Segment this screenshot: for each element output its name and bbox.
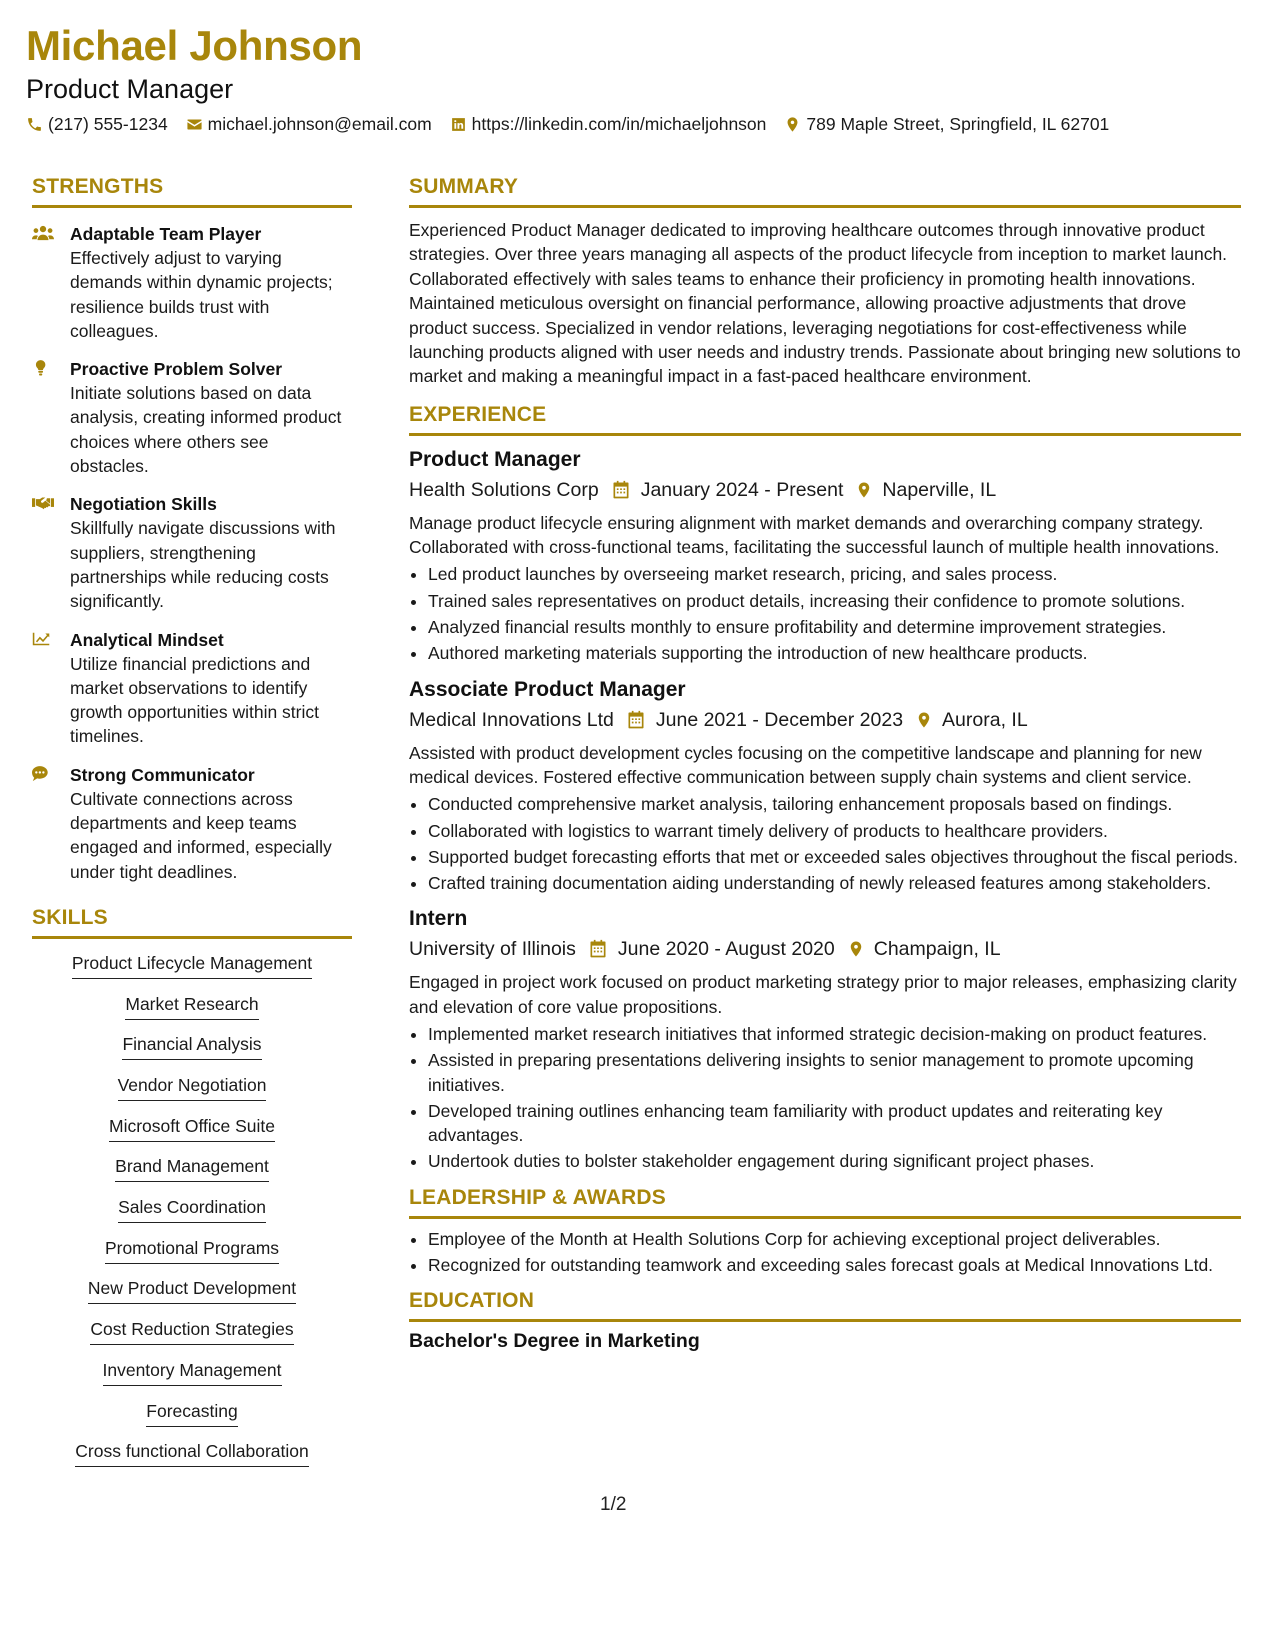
summary-heading: SUMMARY <box>409 175 1241 208</box>
list-item: • Assisted in preparing presentations delivering insights to senior management to promote upcoming initiatives. <box>428 1048 1241 1097</box>
strength-item <box>32 492 352 613</box>
list-item: • Supported budget forecasting efforts that met or exceeded sales objectives throughout the fiscal periods. <box>428 845 1241 869</box>
strengths-heading: STRENGTHS <box>32 175 352 208</box>
strength-desc: Utilize financial predictions and market observations to identify growth opportunities within strict timelines. <box>70 653 319 747</box>
list-item: • Collaborated with logistics to warrant timely delivery of products to healthcare providers. <box>428 819 1241 843</box>
job-bullets <box>409 792 1241 895</box>
strength-title: Analytical Mindset <box>70 629 224 650</box>
job-location: Champaign, IL <box>873 938 1001 961</box>
skill-tag: Microsoft Office Suite <box>109 1114 275 1142</box>
contact-phone[interactable] <box>26 114 168 135</box>
list-item: • Conducted comprehensive market analysis, tailoring enhancement proposals based on findings. <box>428 792 1241 816</box>
job-company: Medical Innovations Ltd <box>409 708 614 731</box>
summary-text: Experienced Product Manager dedicated to improving healthcare outcomes through innovative product strategies. Over three years managing all aspects of the product lifecycle from inception to market launch. Collaborated effectively with sales teams to enhance their proficiency in promoting health innovations. Maintained meticulous oversight on financial performance, allowing proactive adjustments that drove product success. Specialized in vendor relations, leveraging negotiations for cost-effectiveness while launching products aligned with user needs and industry trends. Passionate about bringing new solutions to market and making a meaningful impact in a fast-paced healthcare environment. <box>409 220 1241 387</box>
list-item <box>32 1073 352 1101</box>
list-item: • Undertook duties to bolster stakeholder engagement during significant project phases. <box>428 1149 1241 1173</box>
skill-tag: Vendor Negotiation <box>118 1073 267 1101</box>
job-location: Naperville, IL <box>882 478 997 501</box>
job-company: University of Illinois <box>409 938 576 961</box>
map-pin-icon <box>855 480 873 500</box>
job-meta <box>409 705 1241 735</box>
job-description: Manage product lifecycle ensuring alignment with market demands and overarching company strategy. Collaborated with cross-functional teams, facilitating the successful launch of multiple health innovations. <box>409 512 1220 558</box>
education-degree: Bachelor's Degree in Marketing <box>409 1330 700 1353</box>
skill-tag: Forecasting <box>146 1399 237 1427</box>
email-text: michael.johnson@email.com <box>207 114 432 134</box>
job-bullets <box>409 562 1241 665</box>
education-heading: EDUCATION <box>409 1289 1241 1322</box>
skills-list <box>32 951 352 1467</box>
skill-tag: Cross functional Collaboration <box>75 1439 308 1467</box>
strength-title: Strong Communicator <box>70 764 255 785</box>
skill-tag: Product Lifecycle Management <box>72 951 312 979</box>
job-title: Intern <box>409 907 468 931</box>
contact-linkedin[interactable] <box>450 114 767 135</box>
list-item: • Led product launches by overseeing market research, pricing, and sales process. <box>428 562 1241 586</box>
job-meta <box>409 934 1241 964</box>
phone-icon <box>26 116 43 133</box>
strength-item <box>32 628 352 749</box>
list-item: • Employee of the Month at Health Solutions Corp for achieving exceptional project deliverables. <box>428 1227 1241 1251</box>
job-dates: January 2024 - Present <box>640 478 844 501</box>
strength-item <box>32 222 352 343</box>
list-item <box>32 1317 352 1345</box>
job-bullets <box>409 1022 1241 1174</box>
contact-email[interactable] <box>186 114 432 135</box>
strength-title: Proactive Problem Solver <box>70 359 283 380</box>
map-pin-icon <box>847 939 865 959</box>
candidate-role: Product Manager <box>26 74 234 104</box>
list-item <box>32 1236 352 1264</box>
job-entry <box>409 905 1241 1173</box>
list-item <box>32 1032 352 1060</box>
strength-item <box>32 763 352 884</box>
leadership-list <box>409 1227 1241 1278</box>
skill-tag: Inventory Management <box>103 1358 282 1386</box>
strength-desc: Skillfully navigate discussions with suppliers, strengthening partnerships while reducing costs significantly. <box>70 518 336 612</box>
job-dates: June 2021 - December 2023 <box>655 708 904 731</box>
job-dates: June 2020 - August 2020 <box>617 938 835 961</box>
strength-title: Negotiation Skills <box>70 494 217 515</box>
list-item <box>32 1439 352 1467</box>
users-icon <box>32 224 54 242</box>
job-entry <box>409 676 1241 896</box>
strength-item <box>32 357 352 478</box>
strength-desc: Cultivate connections across departments and keep teams engaged and informed, especially under tight deadlines. <box>70 788 332 882</box>
skills-heading: SKILLS <box>32 906 352 939</box>
map-pin-icon <box>784 116 801 133</box>
skill-tag: New Product Development <box>88 1276 296 1304</box>
right-column <box>409 175 1241 1353</box>
contact-bar <box>26 114 1127 135</box>
job-title: Product Manager <box>409 447 581 471</box>
list-item: • Recognized for outstanding teamwork and exceeding sales forecast goals at Medical Innovations Ltd. <box>428 1253 1241 1277</box>
chart-line-icon <box>32 630 54 648</box>
list-item <box>32 1114 352 1142</box>
calendar-icon <box>588 939 608 959</box>
list-item <box>32 951 352 979</box>
skill-tag: Financial Analysis <box>122 1032 261 1060</box>
strength-title: Adaptable Team Player <box>70 224 262 244</box>
job-description: Engaged in project work focused on product marketing strategy prior to major releases, emphasizing clarity and elevation of core value propositions. <box>409 972 1237 1017</box>
leadership-heading: LEADERSHIP & AWARDS <box>409 1186 1241 1219</box>
contact-address <box>784 114 1109 135</box>
job-location: Aurora, IL <box>942 708 1028 731</box>
list-item: • Analyzed financial results monthly to ensure profitability and determine improvement strategies. <box>428 615 1241 639</box>
list-item <box>32 1399 352 1427</box>
lightbulb-icon <box>32 359 54 377</box>
list-item: • Trained sales representatives on product details, increasing their confidence to promote solutions. <box>428 589 1241 613</box>
strength-desc: Initiate solutions based on data analysis, creating informed product choices where others see obstacles. <box>70 383 342 477</box>
skill-tag: Cost Reduction Strategies <box>90 1317 293 1345</box>
list-item <box>32 992 352 1020</box>
list-item <box>32 1358 352 1386</box>
skill-tag: Sales Coordination <box>118 1195 266 1223</box>
candidate-name: Michael Johnson <box>26 22 363 69</box>
page-number: 1/2 <box>600 1494 627 1515</box>
envelope-icon <box>186 116 203 133</box>
list-item: • Implemented market research initiatives that informed strategic decision-making on product features. <box>428 1022 1241 1046</box>
linkedin-text: https://linkedin.com/in/michaeljohnson <box>471 114 767 134</box>
list-item <box>32 1195 352 1223</box>
skill-tag: Market Research <box>125 992 258 1020</box>
strength-desc: Effectively adjust to varying demands within dynamic projects; resilience builds trust with colleagues. <box>70 248 333 341</box>
left-column <box>32 175 352 1480</box>
address-text: 789 Maple Street, Springfield, IL 62701 <box>806 114 1110 134</box>
chat-icon <box>32 765 54 783</box>
job-meta <box>409 475 1241 505</box>
job-entry <box>409 446 1241 666</box>
job-description: Assisted with product development cycles focusing on the competitive landscape and planning for new medical devices. Fostered effective communication between supply chain systems and client service. <box>409 742 1202 787</box>
job-title: Associate Product Manager <box>409 677 686 701</box>
calendar-icon <box>626 710 646 730</box>
map-pin-icon <box>915 710 933 730</box>
calendar-icon <box>611 480 631 500</box>
list-item <box>32 1276 352 1304</box>
handshake-icon <box>32 494 54 512</box>
skill-tag: Brand Management <box>115 1154 269 1182</box>
job-company: Health Solutions Corp <box>409 478 599 501</box>
phone-text: (217) 555-1234 <box>48 114 168 134</box>
list-item <box>32 1154 352 1182</box>
linkedin-icon <box>450 116 467 133</box>
list-item: • Authored marketing materials supporting the introduction of new healthcare products. <box>428 641 1241 665</box>
skill-tag: Promotional Programs <box>105 1236 279 1264</box>
list-item: • Developed training outlines enhancing team familiarity with product updates and reiterating key advantages. <box>428 1099 1241 1148</box>
experience-heading: EXPERIENCE <box>409 403 1241 436</box>
list-item: • Crafted training documentation aiding understanding of newly released features among stakeholders. <box>428 871 1241 895</box>
